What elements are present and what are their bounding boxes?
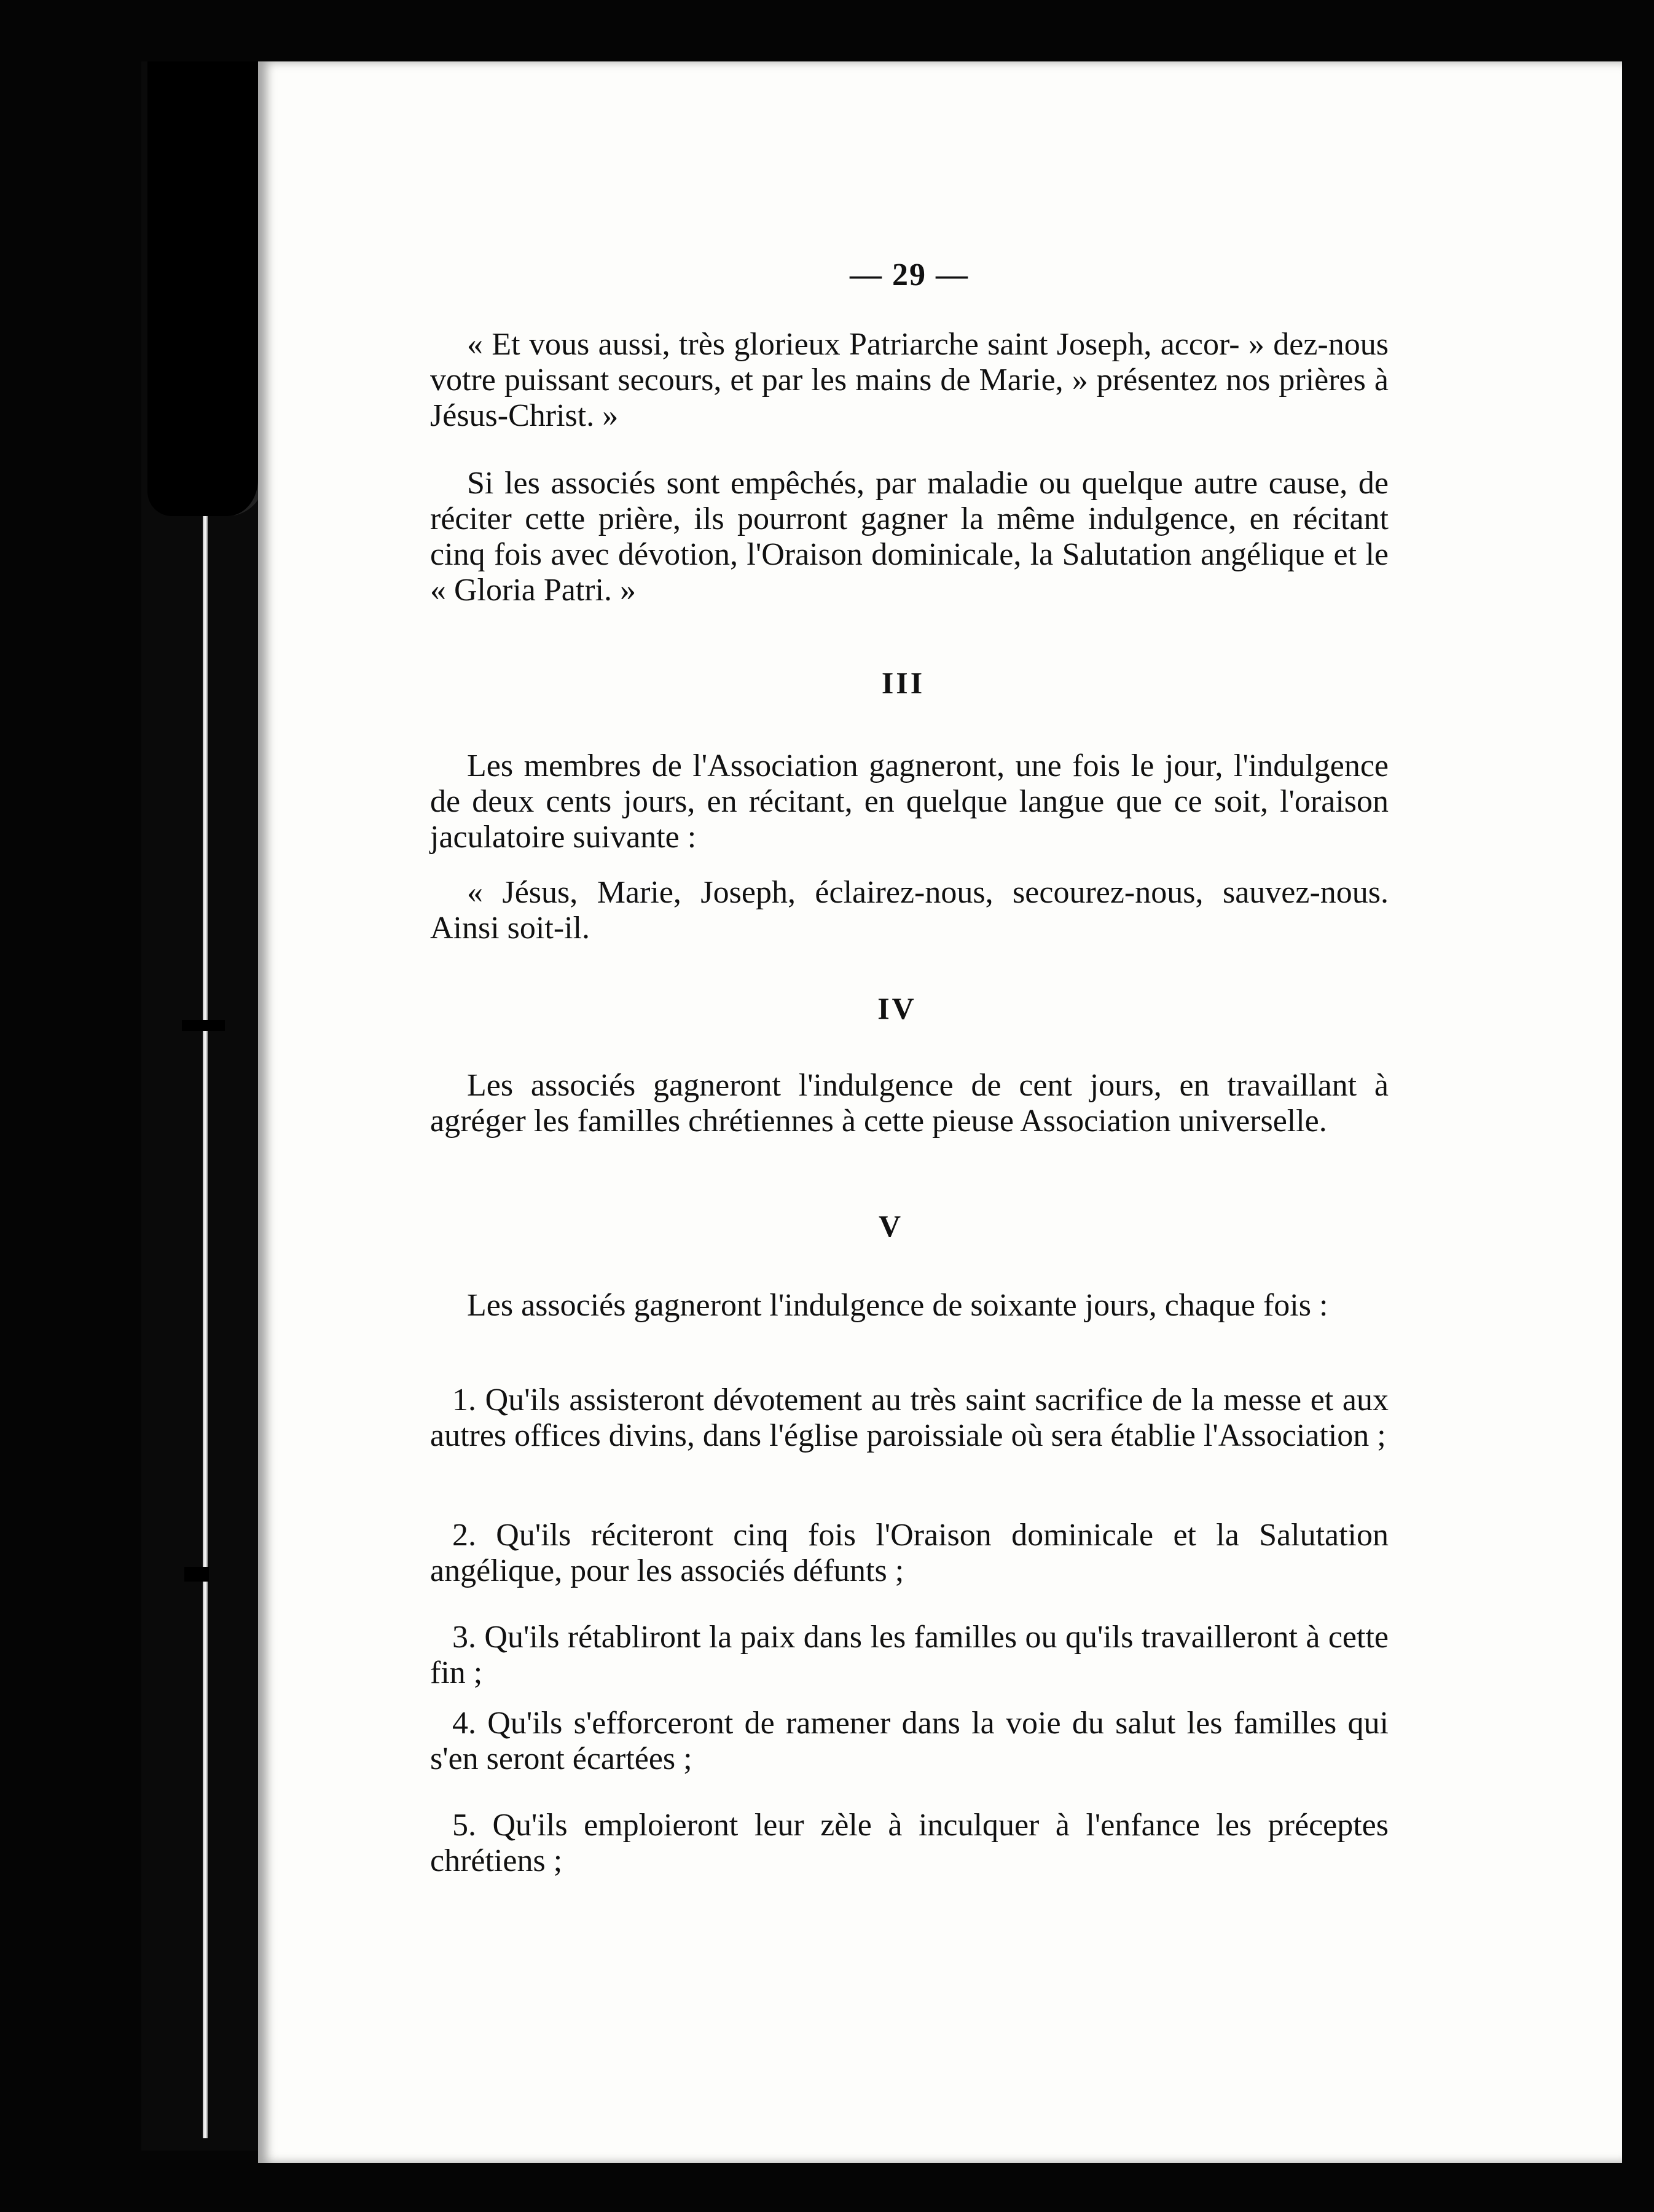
joseph-prayer-paragraph: « Et vous aussi, très glorieux Patriarche saint Joseph, accor- » dez-nous votre puissant secours, et par les mains de Marie, » présentez nos prières à Jésus-Christ. » [430, 327, 1389, 433]
page-number: — 29 — [850, 257, 969, 292]
section-v-text: Les associés gagneront l'indulgence de soixante jours, chaque fois : [467, 1288, 1328, 1323]
section-iii-quote: « Jésus, Marie, Joseph, éclairez-nous, secourez-nous, sauvez-nous. Ainsi soit-il. [430, 875, 1389, 946]
binding-ribbon [147, 61, 264, 516]
section-iii-text: Les membres de l'Association gagneront, une fois le jour, l'indulgence de deux cents jours, en récitant, en quelque langue que ce soit, l'oraison jaculatoire suivante : [430, 748, 1389, 855]
binding-stitch [184, 1567, 209, 1582]
list-item: 5. Qu'ils emploieront leur zèle à inculquer à l'enfance les préceptes chrétiens ; [430, 1808, 1389, 1878]
list-item: 3. Qu'ils rétabliront la paix dans les familles ou qu'ils travailleront à cette fin ; [430, 1620, 1389, 1690]
impediment-paragraph: Si les associés sont empêchés, par maladie ou quelque autre cause, de réciter cette prière, ils pourront gagner la même indulgence, en récitant cinq fois avec dévotion, l'Oraison dominicale, la Salutation angélique et le « Gloria Patri. » [430, 466, 1389, 608]
binding-stitch [182, 1020, 225, 1031]
section-iv-text: Les associés gagneront l'indulgence de cent jours, en travaillant à agréger les familles chrétiennes à cette pieuse Association universelle. [430, 1068, 1389, 1139]
list-item: 1. Qu'ils assisteront dévotement au très saint sacrifice de la messe et aux autres offices divins, dans l'église paroissiale où sera établie l'Association ; [430, 1382, 1389, 1453]
binding-thread [203, 516, 208, 2138]
section-heading-v: V [878, 1209, 904, 1243]
list-item: 4. Qu'ils s'efforceront de ramener dans la voie du salut les familles qui s'en seront écartées ; [430, 1706, 1389, 1776]
section-heading-iii: III [881, 665, 925, 700]
list-item: 2. Qu'ils réciteront cinq fois l'Oraison dominicale et la Salutation angélique, pour les associés défunts ; [430, 1518, 1389, 1588]
section-heading-iv: IV [877, 991, 917, 1026]
